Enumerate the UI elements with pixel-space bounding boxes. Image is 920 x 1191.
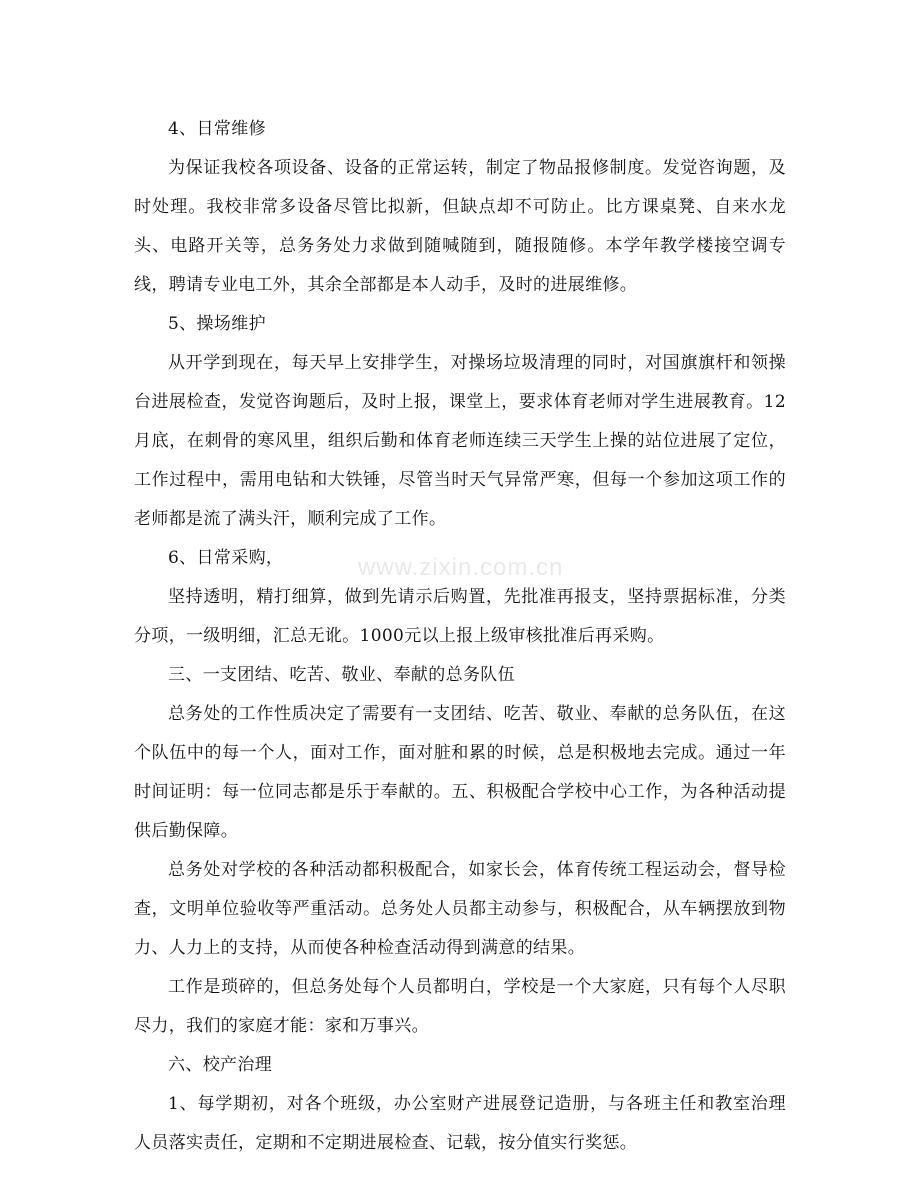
paragraph-family-spirit: 工作是琐碎的，但总务处每个人员都明白，学校是一个大家庭，只有每个人尽职尽力，我们的家庭才能：家和万事兴。 <box>134 977 786 1036</box>
section-heading-daily-repair: 4、日常维修 <box>168 119 266 139</box>
paragraph-daily-purchasing: 坚持透明，精打细算，做到先请示后购置，先批准再报支，坚持票据标准，分类分项，一级明细，汇总无讹。1000元以上报上级审核批准后再采购。 <box>134 587 786 646</box>
section-heading-daily-purchasing: 6、日常采购， <box>168 548 284 568</box>
section-heading-team: 三、一支团结、吃苦、敬业、奉献的总务队伍 <box>168 665 515 685</box>
paragraph-activity-support: 总务处对学校的各种活动都积极配合，如家长会，体育传统工程运动会，督导检查，文明单位验收等严重活动。总务处人员都主动参与，积极配合，从车辆摆放到物力、人力上的支持，从而使各种检查活动得到满意的结果。 <box>134 860 786 958</box>
paragraph-team: 总务处的工作性质决定了需要有一支团结、吃苦、敬业、奉献的总务队伍，在这个队伍中的每一个人，面对工作，面对脏和累的时候，总是积极地去完成。通过一年时间证明：每一位同志都是乐于奉献的。五、积极配合学校中心工作，为各种活动提供后勤保障。 <box>134 704 786 841</box>
paragraph-asset-management: 1、每学期初，对各个班级，办公室财产进展登记造册，与各班主任和教室治理人员落实责任，定期和不定期进展检查、记载，按分值实行奖惩。 <box>134 1094 786 1153</box>
paragraph-playground-maintenance: 从开学到现在，每天早上安排学生，对操场垃圾清理的同时，对国旗旗杆和领操台进展检查，发觉咨询题后，及时上报，课堂上，要求体育老师对学生进展教育。12月底，在刺骨的寒风里，组织后勤和体育老师连续三天学生上操的站位进展了定位，工作过程中，需用电钻和大铁锤，尽管当时天气异常严寒，但每一个参加这项工作的老师都是流了满头汗，顺利完成了工作。 <box>134 353 786 529</box>
watermark-text: www.zixin.com.cn <box>358 554 564 581</box>
document-page <box>134 110 786 1170</box>
paragraph-daily-repair: 为保证我校各项设备、设备的正常运转，制定了物品报修制度。发觉咨询题，及时处理。我校非常多设备尽管比拟新，但缺点却不可防止。比方课桌凳、自来水龙头、电路开关等，总务务处力求做到随喊随到，随报随修。本学年教学楼接空调专线，聘请专业电工外，其余全部都是本人动手，及时的进展维修。 <box>134 158 786 295</box>
section-heading-playground-maintenance: 5、操场维护 <box>168 314 266 334</box>
section-heading-asset-management: 六、校产治理 <box>168 1055 273 1075</box>
